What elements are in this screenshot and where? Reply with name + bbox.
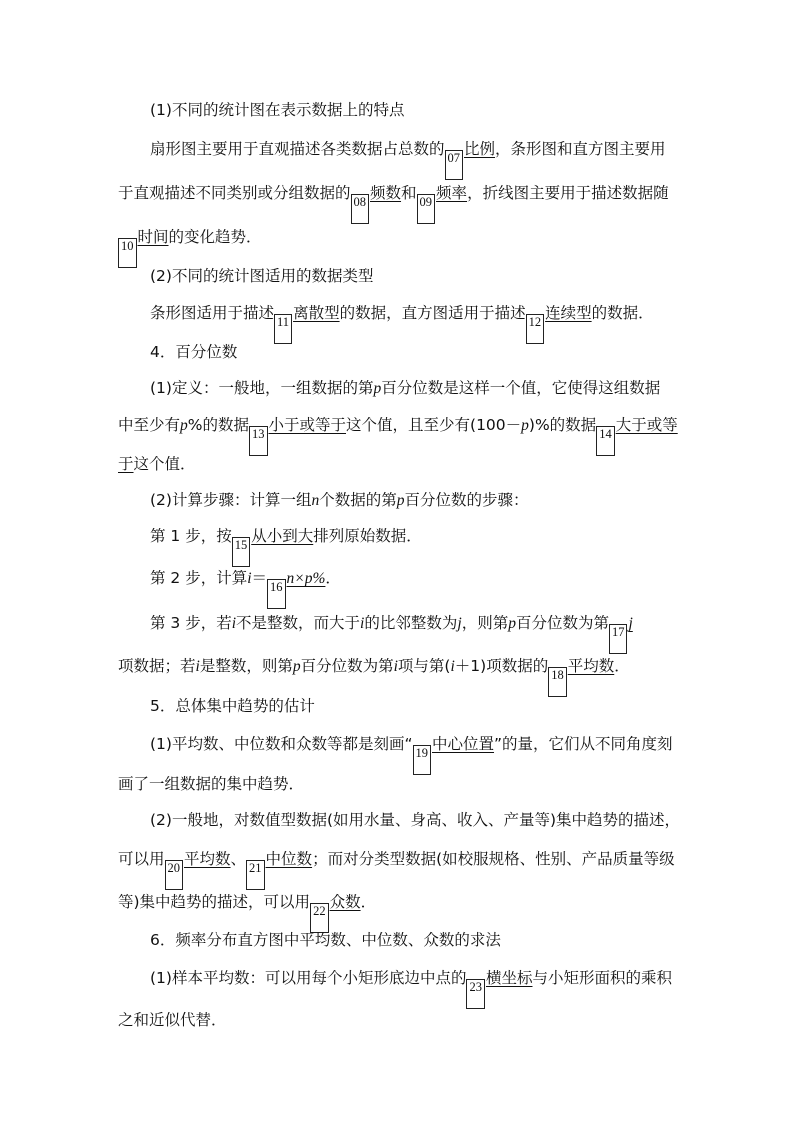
paragraph-line: (1)定义：一般地，一组数据的第p百分位数是这样一个值，它使得这组数据 bbox=[150, 379, 661, 397]
answer-number-box: 08 bbox=[351, 194, 370, 224]
answer-text: n×p% bbox=[286, 570, 326, 587]
answer-number-box: 16 bbox=[267, 579, 286, 609]
answer-text: 比例 bbox=[464, 140, 496, 158]
answer-number-box: 18 bbox=[548, 667, 567, 697]
answer-text: j bbox=[628, 615, 633, 632]
answer-number-box: 19 bbox=[413, 745, 432, 775]
answer-text: 中位数 bbox=[265, 850, 313, 868]
answer-number-box: 21 bbox=[246, 860, 265, 890]
paragraph-line: 之和近似代替． bbox=[118, 1011, 227, 1029]
answer-text: 横坐标 bbox=[485, 969, 533, 987]
answer-number-box: 12 bbox=[526, 314, 545, 344]
section-heading: 6．频率分布直方图中平均数、中位数、众数的求法 bbox=[150, 931, 501, 949]
paragraph-line: (1)样本平均数：可以用每个小矩形底边中点的 23 横坐标与小矩形面积的乘积 bbox=[150, 968, 672, 1009]
paragraph-line: 画了一组数据的集中趋势． bbox=[118, 775, 305, 793]
answer-number-box: 14 bbox=[596, 426, 615, 456]
answer-number-box: 09 bbox=[417, 194, 436, 224]
answer-text: 频率 bbox=[436, 184, 468, 202]
answer-number-box: 13 bbox=[249, 426, 268, 456]
answer-text: 离散型 bbox=[293, 304, 340, 322]
answer-text: 频数 bbox=[370, 184, 402, 202]
paragraph-line: 条形图适用于描述 11 离散型的数据，直方图适用于描述 12 连续型的数据． bbox=[150, 303, 654, 344]
step-line: 第 1 步，按 15 从小到大排列原始数据． bbox=[150, 526, 422, 567]
answer-text: 中心位置 bbox=[432, 735, 495, 753]
answer-text: 从小到大 bbox=[251, 527, 314, 545]
answer-text: 平均数 bbox=[567, 657, 615, 675]
answer-number-box: 11 bbox=[274, 314, 292, 344]
step-line: 项数据；若i是整数，则第p百分位数为第i项与第(i＋1)项数据的 18 平均数． bbox=[118, 656, 630, 697]
step-line: 第 2 步，计算i＝ 16 n×p%． bbox=[150, 568, 341, 609]
subsection-title: (2)不同的统计图适用的数据类型 bbox=[150, 267, 374, 285]
paragraph-line: 于这个值． bbox=[118, 455, 196, 473]
answer-text: 众数 bbox=[329, 893, 361, 911]
section-heading: 5．总体集中趋势的估计 bbox=[150, 697, 315, 715]
answer-number-box: 20 bbox=[165, 860, 184, 890]
paragraph-line: (2)一般地，对数值型数据(如用水量、身高、收入、产量等)集中趋势的描述， bbox=[150, 811, 681, 829]
paragraph-line: 10 时间的变化趋势． bbox=[118, 227, 262, 268]
subsection-title: (1)不同的统计图在表示数据上的特点 bbox=[150, 101, 405, 119]
paragraph-line: 扇形图主要用于直观描述各类数据占总数的 07 比例，条形图和直方图主要用 bbox=[150, 139, 666, 180]
answer-text: 于 bbox=[118, 455, 134, 473]
answer-text: 平均数 bbox=[184, 850, 231, 868]
answer-number-box: 07 bbox=[445, 150, 464, 180]
paragraph-line: 等)集中趋势的描述，可以用 22 众数． bbox=[118, 892, 376, 933]
answer-number-box: 22 bbox=[310, 903, 329, 933]
paragraph-line: 可以用 20 平均数、 21 中位数；而对分类型数据(如校服规格、性别、产品质量等级 bbox=[118, 849, 675, 890]
answer-text: 时间 bbox=[137, 228, 169, 246]
answer-number-box: 17 bbox=[609, 624, 628, 654]
paragraph-line: 中至少有p%的数据 13 小于或等于这个值，且至少有(100－p)%的数据 14 大于或等 bbox=[118, 415, 678, 456]
answer-number-box: 15 bbox=[232, 537, 251, 567]
answer-number-box: 23 bbox=[466, 979, 485, 1009]
paragraph-line: 于直观描述不同类别或分组数据的 08 频数和 09 频率，折线图主要用于描述数据随 bbox=[118, 183, 669, 224]
answer-number-box: 10 bbox=[118, 238, 137, 268]
answer-text: 连续型 bbox=[545, 304, 592, 322]
answer-text: 大于或等 bbox=[615, 416, 678, 434]
paragraph-line: (2)计算步骤：计算一组n个数据的第p百分位数的步骤： bbox=[150, 491, 529, 509]
section-heading: 4．百分位数 bbox=[150, 343, 238, 361]
answer-text: 小于或等于 bbox=[268, 416, 347, 434]
step-line: 第 3 步，若i不是整数，而大于i的比邻整数为j，则第p百分位数为第 17 j bbox=[150, 613, 633, 654]
paragraph-line: (1)平均数、中位数和众数等都是刻画“ 19 中心位置”的量，它们从不同角度刻 bbox=[150, 734, 673, 775]
